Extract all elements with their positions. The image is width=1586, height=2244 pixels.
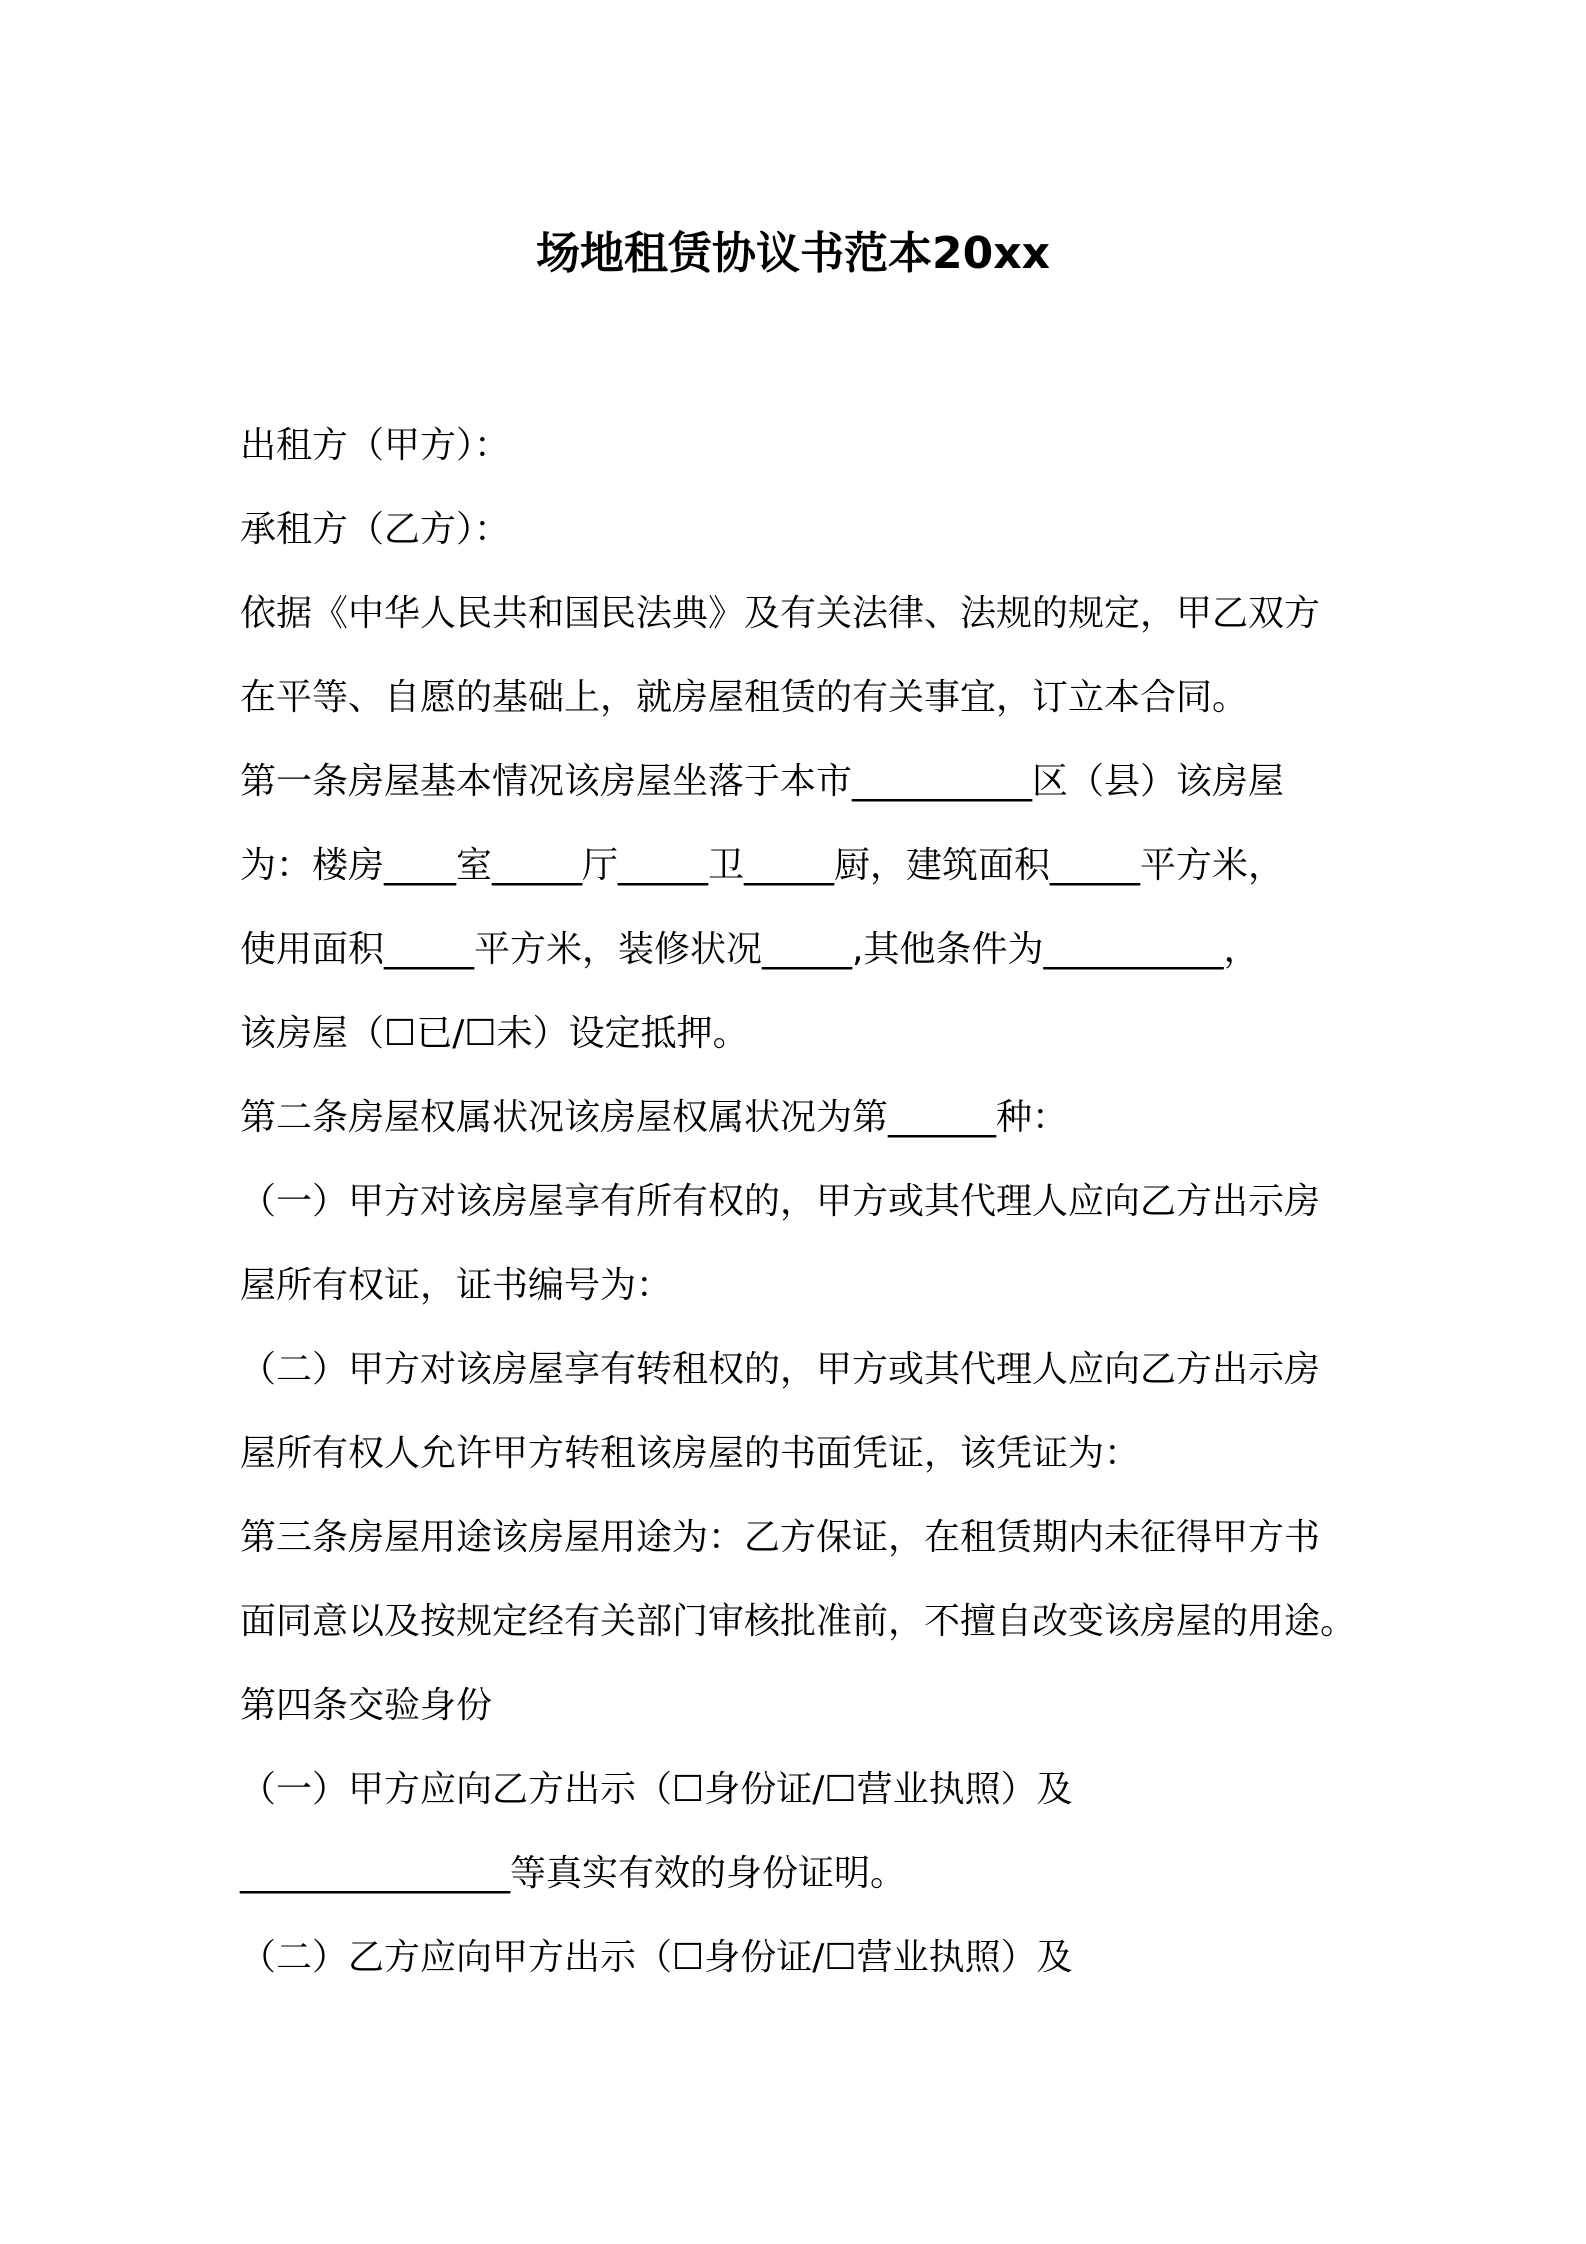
article-1-line-3: 使用面积_____平方米，装修状况_____,其他条件为__________， (240, 929, 1260, 970)
preamble-line-1: 依据《中华人民共和国民法典》及有关法律、法规的规定，甲乙双方 (240, 593, 1321, 634)
article-4-item-1-line-2: _______________等真实有效的身份证明。 (240, 1853, 907, 1894)
article-4-item-2-line-1: （二）乙方应向甲方出示（☐身份证/☐营业执照）及 (240, 1937, 1073, 1978)
article-2-item-1-line-1: （一）甲方对该房屋享有所有权的，甲方或其代理人应向乙方出示房 (240, 1181, 1321, 1222)
article-1-line-4: 该房屋（☐已/☐未）设定抵押。 (240, 1013, 749, 1054)
article-3-line-2: 面同意以及按规定经有关部门审核批准前，不擅自改变该房屋的用途。 (240, 1601, 1357, 1642)
article-1-line-1: 第一条房屋基本情况该房屋坐落于本市__________区（县）该房屋 (240, 761, 1285, 802)
lessor-line: 出租方（甲方）： (240, 425, 511, 466)
document-title: 场地租赁协议书范本20xx (536, 228, 1050, 279)
preamble-line-2: 在平等、自愿的基础上，就房屋租赁的有关事宜，订立本合同。 (240, 677, 1249, 718)
article-2-item-2-line-1: （二）甲方对该房屋享有转租权的，甲方或其代理人应向乙方出示房 (240, 1349, 1321, 1390)
article-1-line-2: 为：楼房____室_____厅_____卫_____厨，建筑面积_____平方米， (240, 845, 1285, 886)
article-2-line-1: 第二条房屋权属状况该房屋权属状况为第______种： (240, 1097, 1069, 1138)
article-4-heading: 第四条交验身份 (240, 1685, 493, 1726)
article-3-line-1: 第三条房屋用途该房屋用途为：乙方保证，在租赁期内未征得甲方书 (240, 1517, 1321, 1558)
document-body (240, 404, 1380, 2000)
lessee-line: 承租方（乙方）： (240, 509, 511, 550)
article-2-item-1-line-2: 屋所有权证，证书编号为： (240, 1265, 673, 1306)
article-2-item-2-line-2: 屋所有权人允许甲方转租该房屋的书面凭证，该凭证为： (240, 1433, 1141, 1474)
article-4-item-1-line-1: （一）甲方应向乙方出示（☐身份证/☐营业执照）及 (240, 1769, 1073, 1810)
